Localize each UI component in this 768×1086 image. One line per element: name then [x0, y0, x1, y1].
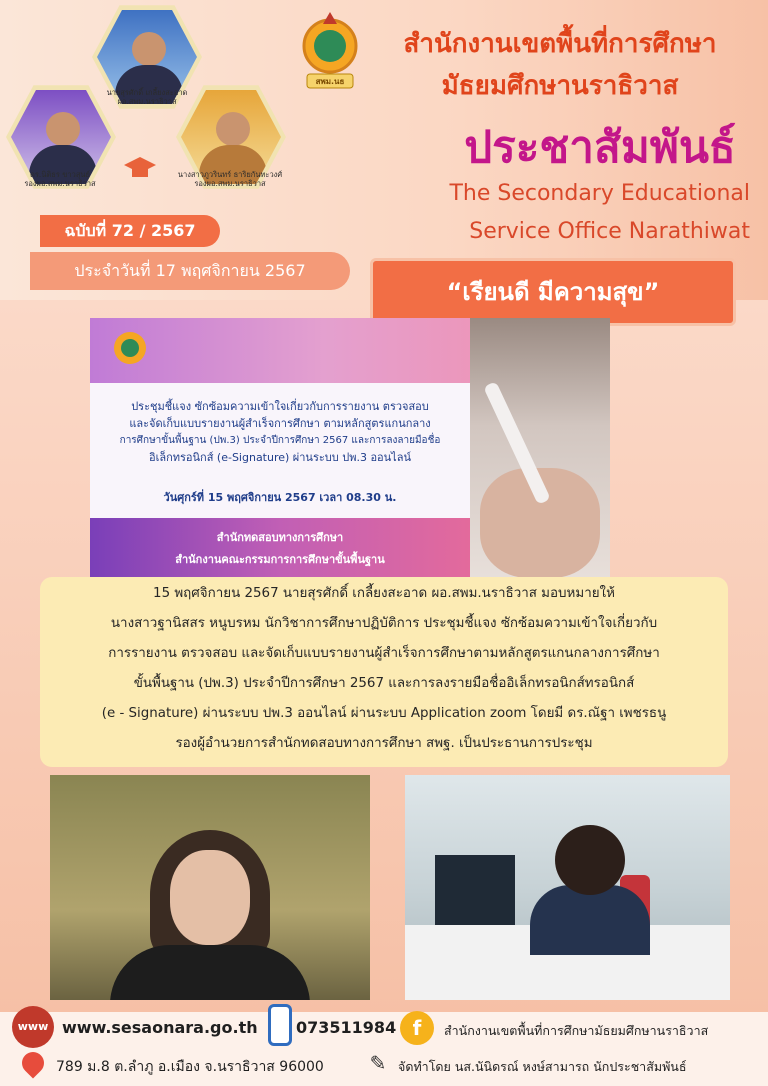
slide-office-line2: สำนักงานคณะกรรมการการศึกษาขั้นพื้นฐาน: [175, 553, 385, 566]
description-line-6: รองผู้อำนวยการสำนักทดสอบทางการศึกษา สพฐ. เป็นประธานการประชุม: [175, 736, 593, 751]
meeting-slide-image: [90, 318, 610, 588]
executive-caption-director: นายสุรศักดิ์ เกลี้ยงสะอาด ผอ.สพม.นราธิวาส: [106, 88, 188, 106]
slide-line-3: การศึกษาขั้นพื้นฐาน (ปพ.3) ประจำปีการศึกษา 2567 และการลงลายมือชื่อ: [119, 435, 441, 446]
staff-office-photo: [405, 775, 730, 1000]
office-logo: [297, 10, 363, 92]
slide-office-line1: สำนักทดสอบทางการศึกษา: [216, 531, 344, 544]
issue-date: ประจำวันที่ 17 พฤศจิกายน 2567: [30, 252, 350, 290]
graduation-cap-icon: [122, 155, 158, 183]
slogan-banner: “เรียนดี มีความสุข”: [370, 258, 736, 326]
phone-number[interactable]: 073511984: [296, 1018, 397, 1037]
issue-number: ฉบับที่ 72 / 2567: [40, 215, 220, 247]
executive-caption-deputy-2: นางสาวภูวรินทร์ ธาริยกันทะวงศ์ รองผอ.สพม.นราธิวาส: [177, 170, 283, 188]
executive-caption-deputy-1: ดร.นิติธร ขาวสุนย์ รองผอ.สพม.นราธิวาส: [24, 170, 96, 188]
english-title-line2: Service Office Narathiwat: [469, 219, 750, 244]
description-line-2: นางสาวฐานิสสร หนูบรหม นักวิชาการศึกษาปฏิบัติการ ประชุมชี้แจง ซักซ้อมความเข้าใจเกี่ยวกับ: [110, 616, 658, 631]
news-description: [40, 577, 728, 767]
slide-line-1: ประชุมชี้แจง ซักซ้อมความเข้าใจเกี่ยวกับการรายงาน ตรวจสอบ: [131, 400, 429, 413]
facebook-page-name[interactable]: สำนักงานเขตพื้นที่การศึกษามัธยมศึกษานราธิวาส: [444, 1023, 709, 1038]
logo-label: สพม.นธ: [315, 77, 345, 86]
phone-icon: [268, 1004, 292, 1046]
slide-line-4: อิเล็กทรอนิกส์ (e-Signature) ผ่านระบบ ปพ.3 ออนไลน์: [149, 451, 411, 464]
english-title-line1: The Secondary Educational: [449, 181, 750, 206]
website-link[interactable]: www.sesaonara.go.th: [62, 1018, 258, 1037]
description-line-5: (e - Signature) ผ่านระบบ ปพ.3 ออนไลน์ ผ่านระบบ Application zoom โดยมี ดร.ณัฐา เพชรธนู: [101, 706, 667, 721]
chairperson-zoom-photo: [50, 775, 370, 1000]
credit-line: จัดทำโดย นส.นันิดรณ์ หงษ์สามารถ นักประชาสัมพันธ์: [398, 1059, 687, 1074]
description-line-1: 15 พฤศจิกายน 2567 นายสุรศักดิ์ เกลี้ยงสะอาด ผอ.สพม.นราธิวาส มอบหมายให้: [153, 586, 615, 601]
slide-text: [90, 398, 470, 466]
globe-icon: www: [12, 1006, 54, 1048]
description-line-4: ขั้นพื้นฐาน (ปพ.3) ประจำปีการศึกษา 2567 และการลงรายมือชื่ออิเล็กทรอนิกส์ทรอนิกส์: [133, 676, 635, 691]
pr-title: ประชาสัมพันธ์: [464, 122, 736, 173]
person-at-desk-icon: ✎: [369, 1051, 387, 1075]
office-title-line2: มัธยมศึกษานราธิวาส: [441, 71, 679, 101]
address: 789 ม.8 ต.ลำภู อ.เมือง จ.นราธิวาส 96000: [56, 1059, 324, 1075]
slide-line-2: และจัดเก็บแบบรายงานผู้สำเร็จการศึกษา ตามหลักสูตรแกนกลาง: [129, 417, 431, 430]
office-title-line1: สำนักงานเขตพื้นที่การศึกษา: [403, 29, 717, 59]
slide-date: วันศุกร์ที่ 15 พฤศจิกายน 2567 เวลา 08.30 น.: [163, 491, 397, 504]
description-line-3: การรายงาน ตรวจสอบ และจัดเก็บแบบรายงานผู้สำเร็จการศึกษาตามหลักสูตรแกนกลางการศึกษา: [108, 646, 660, 661]
facebook-icon[interactable]: f: [400, 1011, 434, 1045]
slide-logo-icon: [110, 326, 150, 376]
